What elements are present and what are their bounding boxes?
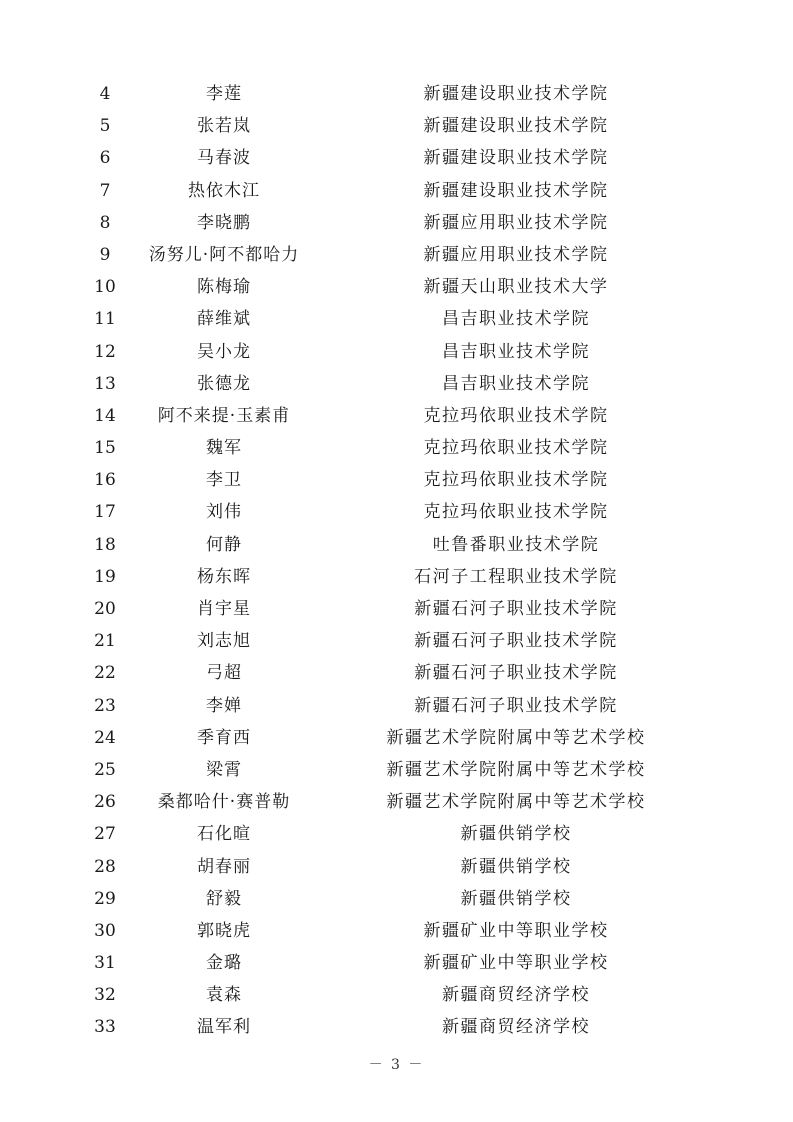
- school-name: 克拉玛依职业技术学院: [423, 438, 609, 459]
- row-number: 31: [94, 953, 116, 974]
- person-name: 马春波: [197, 148, 251, 169]
- row-number: 16: [94, 470, 116, 491]
- name-list-table: [0, 78, 793, 1044]
- row-number: 6: [99, 148, 111, 169]
- person-name: 梁霄: [206, 759, 242, 780]
- person-name: 李婵: [206, 695, 242, 716]
- table-row: [0, 883, 793, 915]
- row-number: 12: [94, 341, 116, 362]
- person-name: 李卫: [206, 470, 242, 491]
- school-name: 新疆石河子职业技术学院: [414, 695, 618, 716]
- page-number: － 3 －: [368, 1057, 425, 1073]
- table-row: [0, 207, 793, 239]
- row-number: 29: [94, 888, 116, 909]
- row-number: 14: [94, 405, 116, 426]
- person-name: 郭晓虎: [197, 920, 251, 941]
- row-number: 28: [94, 856, 116, 877]
- row-number: 32: [94, 985, 116, 1006]
- table-row: [0, 368, 793, 400]
- school-name: 新疆石河子职业技术学院: [414, 631, 618, 652]
- school-name: 新疆石河子职业技术学院: [414, 663, 618, 684]
- row-number: 25: [94, 759, 116, 780]
- person-name: 杨东晖: [197, 566, 251, 587]
- person-name: 李晓鹏: [197, 212, 251, 233]
- school-name: 新疆建设职业技术学院: [423, 148, 609, 169]
- school-name: 新疆应用职业技术学院: [423, 212, 609, 233]
- school-name: 吐鲁番职业技术学院: [432, 534, 600, 555]
- row-number: 33: [94, 1017, 116, 1038]
- school-name: 新疆艺术学院附属中等艺术学校: [386, 727, 646, 748]
- person-name: 热依木江: [188, 180, 260, 201]
- table-row: [0, 754, 793, 786]
- person-name: 胡春丽: [197, 856, 251, 877]
- person-name: 魏军: [206, 438, 242, 459]
- school-name: 新疆建设职业技术学院: [423, 116, 609, 137]
- table-row: [0, 271, 793, 303]
- row-number: 17: [94, 502, 116, 523]
- person-name: 何静: [206, 534, 242, 555]
- school-name: 昌吉职业技术学院: [442, 341, 590, 362]
- person-name: 吴小龙: [197, 341, 251, 362]
- school-name: 新疆商贸经济学校: [442, 985, 590, 1006]
- table-row: [0, 400, 793, 432]
- table-row: [0, 464, 793, 496]
- row-number: 13: [94, 373, 116, 394]
- row-number: 4: [99, 84, 111, 104]
- school-name: 新疆建设职业技术学院: [423, 180, 609, 201]
- school-name: 新疆应用职业技术学院: [423, 244, 609, 265]
- table-row: [0, 625, 793, 657]
- table-row: [0, 142, 793, 174]
- person-name: 肖宇星: [197, 599, 251, 619]
- table-row: [0, 786, 793, 818]
- school-name: 新疆石河子职业技术学院: [414, 599, 618, 619]
- person-name: 桑都哈什·赛普勒: [157, 792, 291, 813]
- row-number: 24: [94, 727, 116, 748]
- school-name: 新疆供销学校: [460, 888, 572, 909]
- person-name: 舒毅: [206, 888, 242, 909]
- school-name: 新疆艺术学院附属中等艺术学校: [386, 792, 646, 813]
- person-name: 温军利: [197, 1017, 251, 1038]
- row-number: 26: [94, 792, 116, 813]
- table-row: [0, 78, 793, 110]
- school-name: 新疆建设职业技术学院: [423, 84, 609, 104]
- row-number: 20: [94, 599, 116, 619]
- row-number: 7: [99, 180, 111, 201]
- person-name: 阿不来提·玉素甫: [157, 405, 291, 426]
- person-name: 刘伟: [206, 502, 242, 523]
- school-name: 石河子工程职业技术学院: [414, 566, 618, 587]
- table-row: [0, 1011, 793, 1043]
- row-number: 15: [94, 438, 116, 459]
- person-name: 弓超: [206, 663, 242, 684]
- school-name: 克拉玛依职业技术学院: [423, 470, 609, 491]
- school-name: 新疆艺术学院附属中等艺术学校: [386, 759, 646, 780]
- person-name: 金璐: [206, 953, 242, 974]
- row-number: 23: [94, 695, 116, 716]
- row-number: 27: [94, 824, 116, 845]
- table-row: [0, 818, 793, 850]
- school-name: 新疆矿业中等职业学校: [423, 920, 609, 941]
- table-row: [0, 657, 793, 689]
- row-number: 19: [94, 566, 116, 587]
- table-row: [0, 239, 793, 271]
- person-name: 薛维斌: [197, 309, 251, 330]
- row-number: 21: [94, 631, 116, 652]
- row-number: 5: [99, 116, 111, 137]
- school-name: 新疆矿业中等职业学校: [423, 953, 609, 974]
- row-number: 18: [94, 534, 116, 555]
- row-number: 10: [94, 277, 116, 298]
- table-row: [0, 561, 793, 593]
- table-row: [0, 947, 793, 979]
- table-row: [0, 529, 793, 561]
- person-name: 汤努儿·阿不都哈力: [148, 244, 300, 265]
- person-name: 张德龙: [197, 373, 251, 394]
- school-name: 新疆供销学校: [460, 824, 572, 845]
- school-name: 克拉玛依职业技术学院: [423, 502, 609, 523]
- school-name: 昌吉职业技术学院: [442, 373, 590, 394]
- table-row: [0, 303, 793, 335]
- person-name: 刘志旭: [197, 631, 251, 652]
- table-row: [0, 915, 793, 947]
- table-row: [0, 979, 793, 1011]
- school-name: 昌吉职业技术学院: [442, 309, 590, 330]
- school-name: 克拉玛依职业技术学院: [423, 405, 609, 426]
- person-name: 张若岚: [197, 116, 251, 137]
- table-row: [0, 690, 793, 722]
- table-row: [0, 175, 793, 207]
- school-name: 新疆商贸经济学校: [442, 1017, 590, 1038]
- table-row: [0, 432, 793, 464]
- row-number: 22: [94, 663, 116, 684]
- row-number: 11: [94, 309, 116, 330]
- school-name: 新疆供销学校: [460, 856, 572, 877]
- person-name: 季育西: [197, 727, 251, 748]
- row-number: 30: [94, 920, 116, 941]
- table-row: [0, 851, 793, 883]
- table-row: [0, 110, 793, 142]
- table-row: [0, 722, 793, 754]
- person-name: 李莲: [206, 84, 242, 104]
- table-row: [0, 496, 793, 528]
- row-number: 8: [99, 212, 111, 233]
- table-row: [0, 336, 793, 368]
- table-row: [0, 593, 793, 625]
- row-number: 9: [99, 244, 111, 265]
- person-name: 石化暄: [197, 824, 251, 845]
- school-name: 新疆天山职业技术大学: [423, 277, 609, 298]
- person-name: 陈梅瑜: [197, 277, 251, 298]
- person-name: 袁森: [206, 985, 242, 1006]
